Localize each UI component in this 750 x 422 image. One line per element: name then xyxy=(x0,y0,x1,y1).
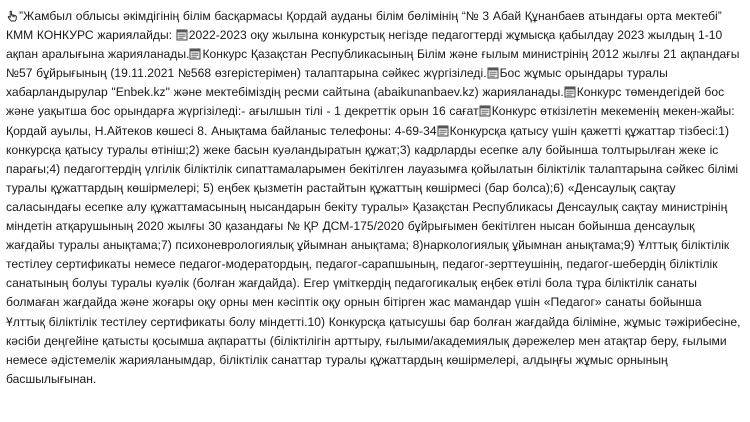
segment-text: Конкурс Қазақстан Республикасының Білім және ғылым министрінің 2012 жылғы 21 ақпандағы №57 бұйрығының (19.11.2021 №568 өзгерістерімен) талаптарына сәйкес жүргізіледі. xyxy=(6,47,740,81)
segment-text: 2022-2023 оқу жылына конкурстық негізде педагогтерді жұмысқа қабылдау 2023 жылдың 1-10 ақпан аралығына жарияланады. xyxy=(6,28,723,62)
memo-icon xyxy=(189,48,201,60)
segment-text: Бос жұмыс орындары туралы хабарландырулар "Enbek.kz" және мектебіміздің ресми сайтына (abaikunanbaev.kz) жарияланады. xyxy=(6,66,668,100)
memo-icon xyxy=(176,29,188,41)
announcement-text xyxy=(6,7,741,389)
memo-icon xyxy=(564,86,576,98)
announcement-document xyxy=(6,7,741,389)
segment-text: Конкурс өткізілетін мекеменің мекен-жайы: Қордай ауылы, Н.Айтеков көшесі 8. Анықтама байланыс телефоны: 4-69-34 xyxy=(6,104,735,138)
memo-icon xyxy=(437,125,449,137)
pointing-hand-icon xyxy=(6,10,18,22)
segment-text: Конкурсқа қатысу үшін қажетті құжаттар тізбесі:1) конкурсқа қатысу туралы өтініш;2) жеке басын куәландыратын құжат;3) кадрларды есепке алу бойынша толтырылған жеке іс парағы;4) педагогтердің үлгілік біліктілік сипаттамаларымен бекітілген лауазымға қойылатын біліктілік талаптарына сәйкес білімі туралы құжаттардың көшірмелері; 5) еңбек қызметін растайтын құжаттың көшірмесі (бар болса);6) «Денсаулық сақтау саласындағы есепке алу құжаттамасының нысандарын бекіту туралы» Қазақстан Республикасы Денсаулық сақтау министрінің міндетін атқарушының 2020 жылғы 30 қазандағы № ҚР ДСМ-175/2020 бұйрығымен бекітілген нысан бойынша денсаулық жағдайы туралы анықтама;7) психоневрологиялық ұйымнан анықтама; 8)наркологиялық ұйымнан анықтама;9) Ұлттық біліктілік тестілеу сертификаты немесе педагог-модератордың, педагог-сарапшының, педагог-зерттеушінің, педагог-шебердің біліктілік санатының болуы туралы куәлік (болған жағдайда). Егер үміткердің педагогикалық еңбек өтілі бола тұра біліктілік санаты болмаған жағдайда және жоғары оқу орны мен кәсіптік оқу орнын бітірген жас мамандар үшін «Педагог» санаты бойынша Ұлттық біліктілік тестілеу сертификаты болу міндетті.10) Конкурсқа қатысушы бар болған жағдайда біліміне, жұмыс тәжірибесіне, кәсіби деңгейіне қатысты қосымша ақпаратты (біліктілігін арттыру, ғылыми/академиялық дәрежелер мен атақтар беру, ғылыми немесе әдістемелік жарияланымдар, біліктілік санаттар туралы құжаттардың көшірмелері, алдыңғы жұмыс орнының басшылығынан. xyxy=(6,123,741,386)
memo-icon xyxy=(487,67,499,79)
memo-icon xyxy=(479,105,491,117)
segment-text: Конкурс төмендегідей бос және уақытша бос орындарға жүргізіледі:- ағылшын тілі - 1 декреттік орын 16 сағат xyxy=(6,85,725,119)
segment-text: ”Жамбыл облысы әкімдігінің білім басқармасы Қордай ауданы білім бөлімінің “№ 3 Абай Құнанбаев атындағы орта мектебі” КММ КОНКУРС жариялайды: xyxy=(6,9,722,43)
